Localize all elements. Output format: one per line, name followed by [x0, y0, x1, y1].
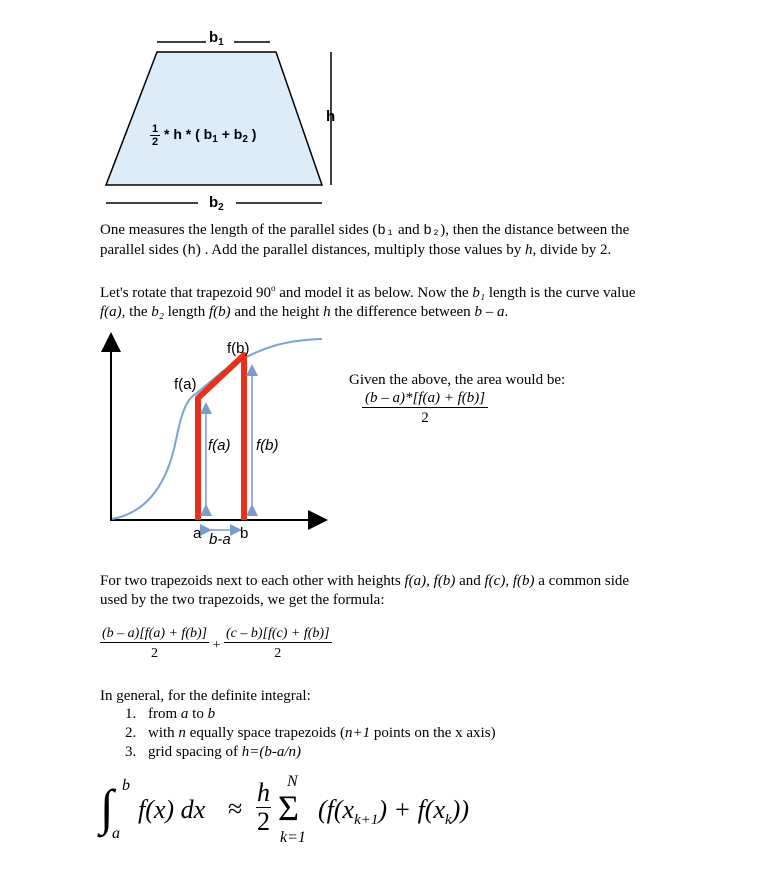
height-label: h	[326, 108, 336, 125]
trapezoid-rule-formula	[100, 775, 560, 855]
paragraph-1: One measures the length of the parallel sides (b₁ and b₂), then the distance between the parallel sides (h) . Add the parallel distances, multiply those values by h, divide by 2.	[100, 222, 630, 259]
graph-label-fb-inner: f(b)	[256, 437, 279, 454]
paragraph-3: For two trapezoids next to each other with heights f(a), f(b) and f(c), f(b) a common side used by the two trapezoids, we get the formula:	[100, 573, 630, 608]
h-over-2: $\frac{h}{2}$	[257, 778, 270, 836]
sum-lower-limit: k=1	[280, 829, 306, 846]
graph-label-a: a	[193, 525, 202, 542]
paragraph-2: Let's rotate that trapezoid 90$^o$ and model it as below. Now the b₁ length is the curve value f(a), the b₂ length f(b) and the height h the difference between b – a.	[100, 283, 636, 320]
graph-label-fb-top: f(b)	[227, 340, 250, 357]
general-list	[125, 705, 496, 762]
sum-body: $(f(x_{k+1}) + f(x_k))$	[318, 795, 469, 829]
two-trapezoid-formula: $\frac{(b - a)[f(a) + f(b)]}{2}$ + $\frac{(c - b)[f(c) + f(b)]}{2}$	[102, 626, 330, 661]
function-curve	[112, 339, 322, 519]
area-note: Given the above, the area would be:	[349, 372, 566, 388]
trapezoid-shape	[106, 52, 322, 185]
trapezoid-area-formula: $\frac{1}{2}$ * h * ( $b_1 + b_2$ )	[152, 123, 257, 148]
sum-upper-limit: N	[287, 773, 298, 790]
approx-sign: ≈	[228, 794, 243, 823]
list-item: 3. grid spacing of h=(b-a/n)	[125, 744, 302, 760]
trapezoid-graph	[0, 330, 360, 560]
trapezoid-figure	[0, 0, 775, 220]
graph-label-ba: b-a	[209, 531, 231, 548]
sum-sign: Σ	[278, 788, 299, 828]
bottom-base-label: $b_2$	[209, 194, 224, 213]
integrand: f(x) dx	[138, 795, 206, 824]
integral-sign: ∫	[100, 779, 114, 835]
graph-label-b: b	[240, 525, 249, 542]
graph-label-fa-left: f(a)	[174, 376, 197, 393]
list-item: 1. from a to b	[125, 706, 216, 722]
general-intro: In general, for the definite integral:	[100, 688, 311, 704]
integral-upper-limit: b	[122, 777, 130, 794]
area-formula: $\frac{(b - a)*[f(a) + f(b)]}{2}$	[362, 390, 488, 427]
graph-label-fa-inner: f(a)	[208, 437, 231, 454]
list-item: 2. with n equally space trapezoids (n+1 points on the x axis)	[125, 725, 496, 741]
integral-lower-limit: a	[112, 825, 120, 842]
top-base-label: $b_1$	[209, 29, 224, 48]
